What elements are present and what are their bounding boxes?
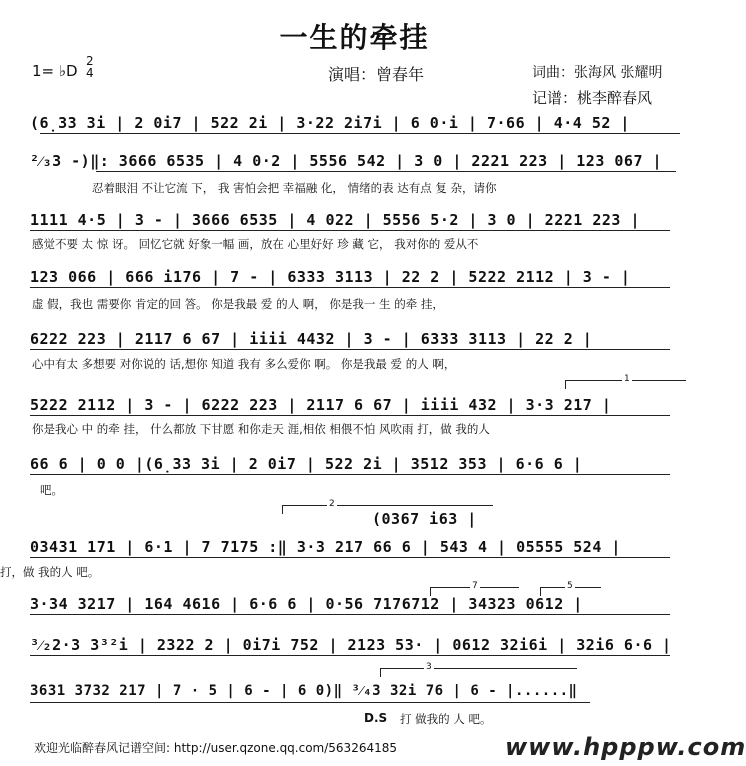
beam-line: [30, 702, 590, 703]
ds-marker: D.S: [364, 711, 388, 725]
score-line-1: (6̣33 3i | 2 0i7 | 522 2i | 3·22 2i7i | 6 0·i | 7·66 | 4·4 52 |: [30, 114, 630, 132]
beam-line: [40, 133, 680, 134]
score-line-12: 3631 3732 217 | 7 · 5 | 6 - | 6 0)‖ ³⁄₄3 32i 76 | 6 - |......‖: [30, 683, 578, 699]
tuplet-number-7: 7: [472, 581, 478, 591]
volta-number-1: 1: [624, 374, 630, 384]
tuplet-number-3: 3: [426, 662, 432, 672]
beam-line: [30, 655, 670, 656]
score-line-10: 3·34 3217 | 164 4616 | 6·6 6 | 0·56 7176712 | 34323 0612 |: [30, 595, 583, 613]
lyric-line-7: 吧。: [40, 483, 63, 497]
beam-line: [30, 230, 670, 231]
time-signature: [86, 55, 94, 79]
score-line-5: 6222 223 | 2117 6 67 | iiii 4432 | 3 - | 6333 3113 | 22 2 |: [30, 330, 593, 348]
beam-line: [30, 557, 670, 558]
transcriber-credit: 记谱：桃李醉春风: [532, 89, 653, 107]
tuplet-bracket-3: [380, 668, 577, 677]
beam-line: [30, 287, 670, 288]
page-title: 一生的牵挂: [279, 21, 430, 54]
score-line-3: 1111 4·5 | 3 - | 3666 6535 | 4 022 | 5556 5·2 | 3 0 | 2221 223 |: [30, 211, 640, 229]
tuplet-number-5: 5: [567, 581, 573, 591]
lyric-line-6: 你是我心 中 的牵 挂， 什么都放 下甘愿 和你走天 涯,相依 相偎不怕 风吹雨 打，做 我的人: [32, 422, 490, 436]
footer-text: 欢迎光临醉春风记谱空间: http://user.qzone.qq.com/563264185: [34, 741, 398, 755]
meter-top: 2: [86, 54, 94, 68]
composer-credit: 词曲：张海风 张耀明: [532, 65, 663, 81]
beam-line: [30, 474, 670, 475]
beam-line: [30, 614, 670, 615]
lyric-line-4: 虚 假，我也 需要你 肯定的回 答。 你是我最 爱 的人 啊， 你是我一 生 的牵 挂，: [32, 297, 444, 311]
score-line-2: ²⁄₃3 -)‖: 3666 6535 | 4 0·2 | 5556 542 | 3 0 | 2221 223 | 123 067 |: [30, 152, 663, 170]
watermark-logo: www.hpppw.com: [505, 733, 746, 761]
volta-number-2: 2: [329, 499, 335, 509]
beam-line: [30, 349, 670, 350]
lyric-line-12: 打 做我的 人 吧。: [400, 712, 492, 726]
lyric-line-5: 心中有太 多想要 对你说的 话,想你 知道 我有 多么爱你 啊。 你是我最 爱 的人 啊，: [32, 357, 456, 371]
score-line-6: 5222 2112 | 3 - | 6222 223 | 2117 6 67 | iiii 432 | 3·3 217 |: [30, 396, 612, 414]
score-line-7: 66 6 | 0 0 |(6̣33 3i | 2 0i7 | 522 2i | 3512 353 | 6·6 6 |: [30, 455, 583, 473]
lyric-line-2: 忍着眼泪 不让它流 下， 我 害怕会把 幸福融 化， 情绪的表 达有点 复 杂，请你: [92, 181, 497, 195]
score-line-4: 123 066 | 666 i176 | 7 - | 6333 3113 | 22 2 | 5222 2112 | 3 - |: [30, 268, 631, 286]
score-line-8: (0367 i63 |: [372, 510, 477, 528]
key-signature: 1= ♭D: [32, 62, 78, 80]
meter-bottom: 4: [86, 66, 94, 80]
lyric-line-9: 打，做 我的人 吧。: [0, 565, 100, 579]
beam-line: [30, 415, 670, 416]
beam-line: [96, 171, 676, 172]
score-line-11: ³⁄₂2·3 3³²i | 2322 2 | 0i7i 752 | 2123 53· | 0612 32i6i | 32i6 6·6 |: [30, 636, 672, 654]
lyric-line-3: 感觉不要 太 惊 讶。 回忆它就 好象一幅 画，放在 心里好好 珍 藏 它， 我对你的 爱从不: [32, 237, 479, 251]
singer-credit: 演唱：曾春年: [328, 65, 425, 84]
score-line-9: 03431 171 | 6·1 | 7 7175 :‖ 3·3 217 66 6 | 543 4 | 05555 524 |: [30, 538, 621, 556]
